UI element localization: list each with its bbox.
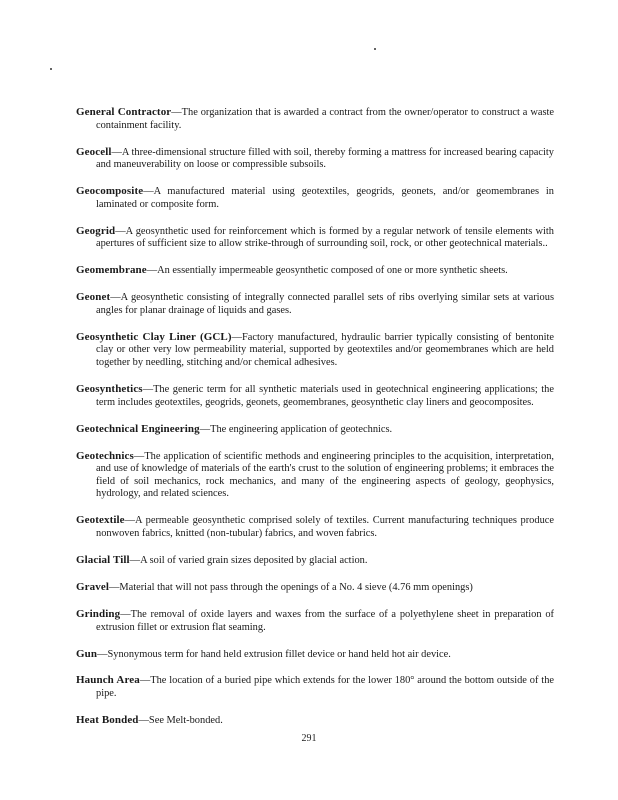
glossary-term: Gun [76,647,98,660]
glossary-entry [76,146,554,172]
glossary-term: General Contractor [76,106,172,118]
glossary-entry [76,648,554,662]
glossary-definition: —See Melt-bonded. [138,715,223,727]
glossary-term: Geotechnics [76,449,134,462]
glossary-entry [76,554,554,568]
glossary-definition: —The removal of oxide layers and waxes from the surface of a polyethylene sheet in preparation of extrusion fillet or extrusion flat seaming. [96,608,554,633]
glossary-definition: —A soil of varied grain sizes deposited by glacial action. [129,554,368,566]
glossary-term: Grinding [76,607,121,620]
glossary-term: Geogrid [76,224,116,237]
glossary-entry [76,714,554,728]
glossary-term: Geosynthetics [76,383,143,396]
glossary-definition: —The location of a buried pipe which extends for the lower 180° around the bottom outside of the pipe. [96,675,555,700]
glossary-list [76,106,554,741]
glossary-entry [76,106,554,132]
glossary-definition: —A three-dimensional structure filled with soil, thereby forming a mattress for increased bearing capacity and maneuverability on loose or compressible subsoils. [96,146,554,171]
glossary-term: Geotextile [76,514,125,527]
glossary-term: Haunch Area [76,674,140,687]
glossary-entry [76,264,554,278]
glossary-term: Heat Bonded [76,714,139,727]
glossary-entry [76,185,554,211]
scan-speck [374,48,376,50]
glossary-definition: —An essentially impermeable geosynthetic composed of one or more synthetic sheets. [146,265,508,277]
glossary-entry [76,608,554,634]
glossary-entry [76,331,554,370]
glossary-definition: —The organization that is awarded a contract from the owner/operator to construct a waste containment facility. [96,107,554,131]
glossary-term: Geotechnical Engineering [76,422,200,435]
glossary-entry [76,674,554,700]
glossary-entry [76,450,554,501]
glossary-definition: —Material that will not pass through the openings of a No. 4 sieve (4.76 mm openings) [108,581,473,593]
glossary-definition: —A permeable geosynthetic comprised solely of textiles. Current manufacturing techniques produce nonwoven fabrics, knitted (non-tubular) fabrics, and woven fabrics. [96,515,554,539]
glossary-definition: —Factory manufactured, hydraulic barrier typically consisting of bentonite clay or other very low permeability material, supported by geotextiles and/or geomembranes which are held together by needling, stitching and/or chemical adhesives. [96,331,554,369]
glossary-term: Gravel [76,580,109,593]
glossary-entry [76,291,554,317]
glossary-term: Glacial Till [76,553,130,566]
page-number: 291 [301,733,317,744]
glossary-entry [76,581,554,595]
glossary-term: Geocell [76,145,112,158]
glossary-definition: —The engineering application of geotechnics. [199,423,393,435]
glossary-definition: —A geosynthetic consisting of integrally connected parallel sets of ribs overlying similar sets at various angles for planar drainage of liquids and gases. [96,292,554,316]
glossary-term: Geosynthetic Clay Liner (GCL) [76,330,232,343]
glossary-definition: —The application of scientific methods and engineering principles to the acquisition, interpretation, and use of knowledge of materials of the earth's crust to the solution of engineering problems; it embraces the field of soil mechanics, rock mechanics, and many of the engineering aspects of geology, geophysics, hydrology, and related sciences. [96,450,554,500]
glossary-term: Geonet [76,291,111,304]
glossary-entry [76,423,554,437]
glossary-definition: —A geosynthetic used for reinforcement which is formed by a regular network of tensile elements with apertures of sufficient size to allow strike-through of surrounding soil, rock, or other geotechnical materials.. [96,225,554,250]
glossary-term: Geomembrane [76,264,147,277]
scan-speck [50,68,52,70]
glossary-definition: —Synonymous term for hand held extrusion fillet device or hand held hot air device. [97,648,451,660]
glossary-entry [76,514,554,540]
glossary-entry [76,225,554,251]
glossary-term: Geocomposite [76,185,144,198]
glossary-definition: —The generic term for all synthetic materials used in geotechnical engineering applications; the term includes geotextiles, geogrids, geonets, geomembranes, geosynthetic clay liners and geocomposites. [96,384,554,408]
glossary-entry [76,383,554,409]
glossary-definition: —A manufactured material using geotextiles, geogrids, geonets, and/or geomembranes in laminated or composite form. [96,186,554,210]
